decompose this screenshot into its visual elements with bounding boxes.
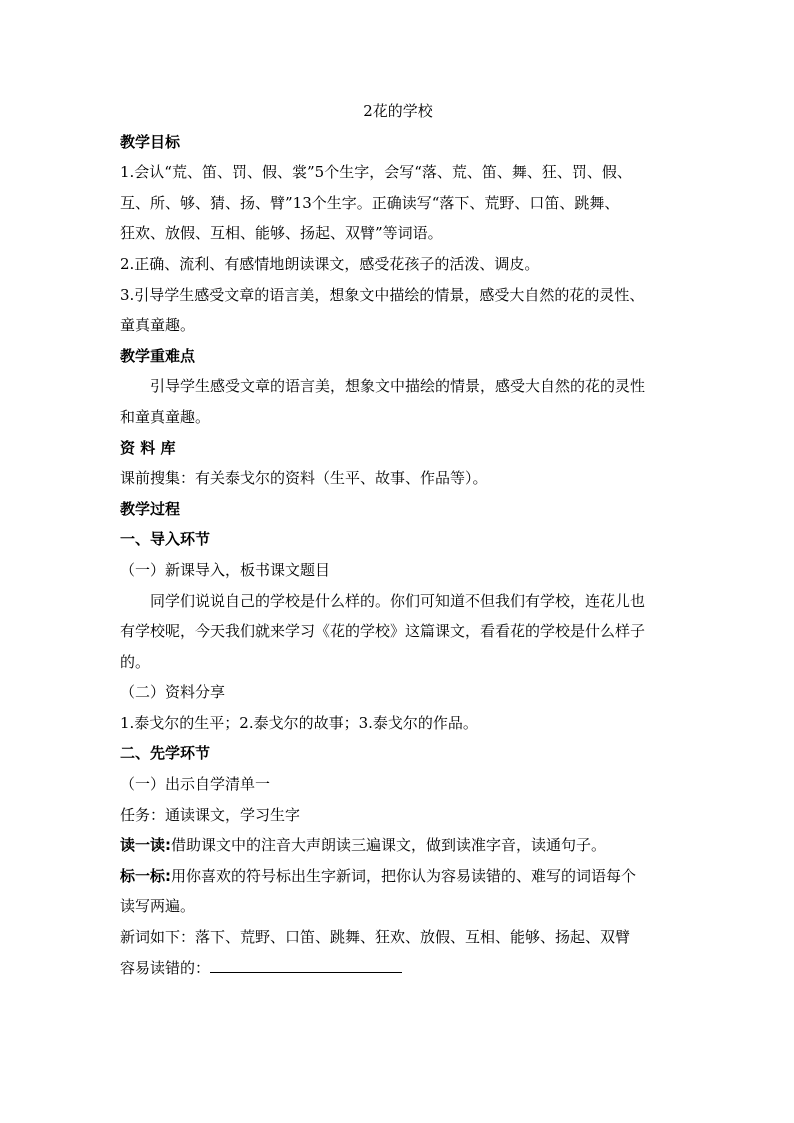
mark-lead: 标一标: — [120, 866, 171, 885]
document-page — [120, 96, 676, 983]
section1-para-line-3: 的。 — [120, 652, 151, 671]
easy-wrong-line — [120, 953, 676, 984]
key-points-line-1: 引导学生感受文章的语言美，想象文中描绘的情景，感受大自然的花的灵性 — [150, 377, 646, 396]
goals-line-2: 互、所、够、猜、扬、臂”13个生字。正确读写“落下、荒野、口笛、跳舞、 — [120, 193, 620, 212]
section1-sub1: （一）新课导入，板书课文题目 — [120, 560, 331, 579]
read-lead: 读一读: — [120, 836, 171, 855]
goals-line-4: 2.正确、流利、有感情地朗读课文，感受花孩子的活泼、调皮。 — [120, 254, 540, 273]
read-instruction — [120, 830, 676, 861]
process-heading: 教学过程 — [120, 499, 181, 518]
fill-in-blank[interactable] — [210, 954, 402, 973]
key-points-heading: 教学重难点 — [120, 346, 196, 365]
easy-wrong-label: 容易读错的： — [120, 958, 211, 977]
key-points-line-2: 和童真童趣。 — [120, 407, 211, 426]
goals-line-6: 童真童趣。 — [120, 316, 196, 335]
read-text: 借助课文中的注音大声朗读三遍课文，做到读准字音，读通句子。 — [171, 836, 607, 855]
section1-para-line-2: 有学校呢，今天我们就来学习《花的学校》这篇课文，看看花的学校是什么样子 — [120, 622, 646, 641]
goals-line-1: 1.会认“荒、笛、罚、假、裳”5个生字，会写“落、荒、笛、舞、狂、罚、假、 — [120, 163, 632, 182]
section1-para-line-1: 同学们说说自己的学校是什么样的。你们可知道不但我们有学校，连花儿也 — [150, 591, 646, 610]
section2-heading: 二、先学环节 — [120, 744, 211, 763]
mark-instruction — [120, 861, 676, 892]
section1-heading: 一、导入环节 — [120, 530, 211, 549]
goals-line-3: 狂欢、放假、互相、能够、扬起、双臂”等词语。 — [120, 224, 443, 243]
section1-sub2: （二）资料分享 — [120, 683, 226, 702]
section1-share: 1.泰戈尔的生平；2.泰戈尔的故事；3.泰戈尔的作品。 — [120, 713, 478, 732]
mark-text: 用你喜欢的符号标出生字新词，把你认为容易读错的、难写的词语每个 — [171, 866, 637, 885]
resources-heading: 资 料 库 — [120, 438, 176, 457]
resources-line: 课前搜集：有关泰戈尔的资料（生平、故事、作品等）。 — [120, 469, 488, 488]
new-words: 新词如下：落下、荒野、口笛、跳舞、狂欢、放假、互相、能够、扬起、双臂 — [120, 928, 631, 947]
section2-task: 任务：通读课文，学习生字 — [120, 805, 301, 824]
goals-line-5: 3.引导学生感受文章的语言美，想象文中描绘的情景，感受大自然的花的灵性、 — [120, 285, 645, 304]
goals-heading: 教学目标 — [120, 132, 181, 151]
section2-sub1: （一）出示自学清单一 — [120, 775, 271, 794]
page-title: 2花的学校 — [363, 102, 433, 120]
mark-text-2: 读写两遍。 — [120, 897, 196, 916]
